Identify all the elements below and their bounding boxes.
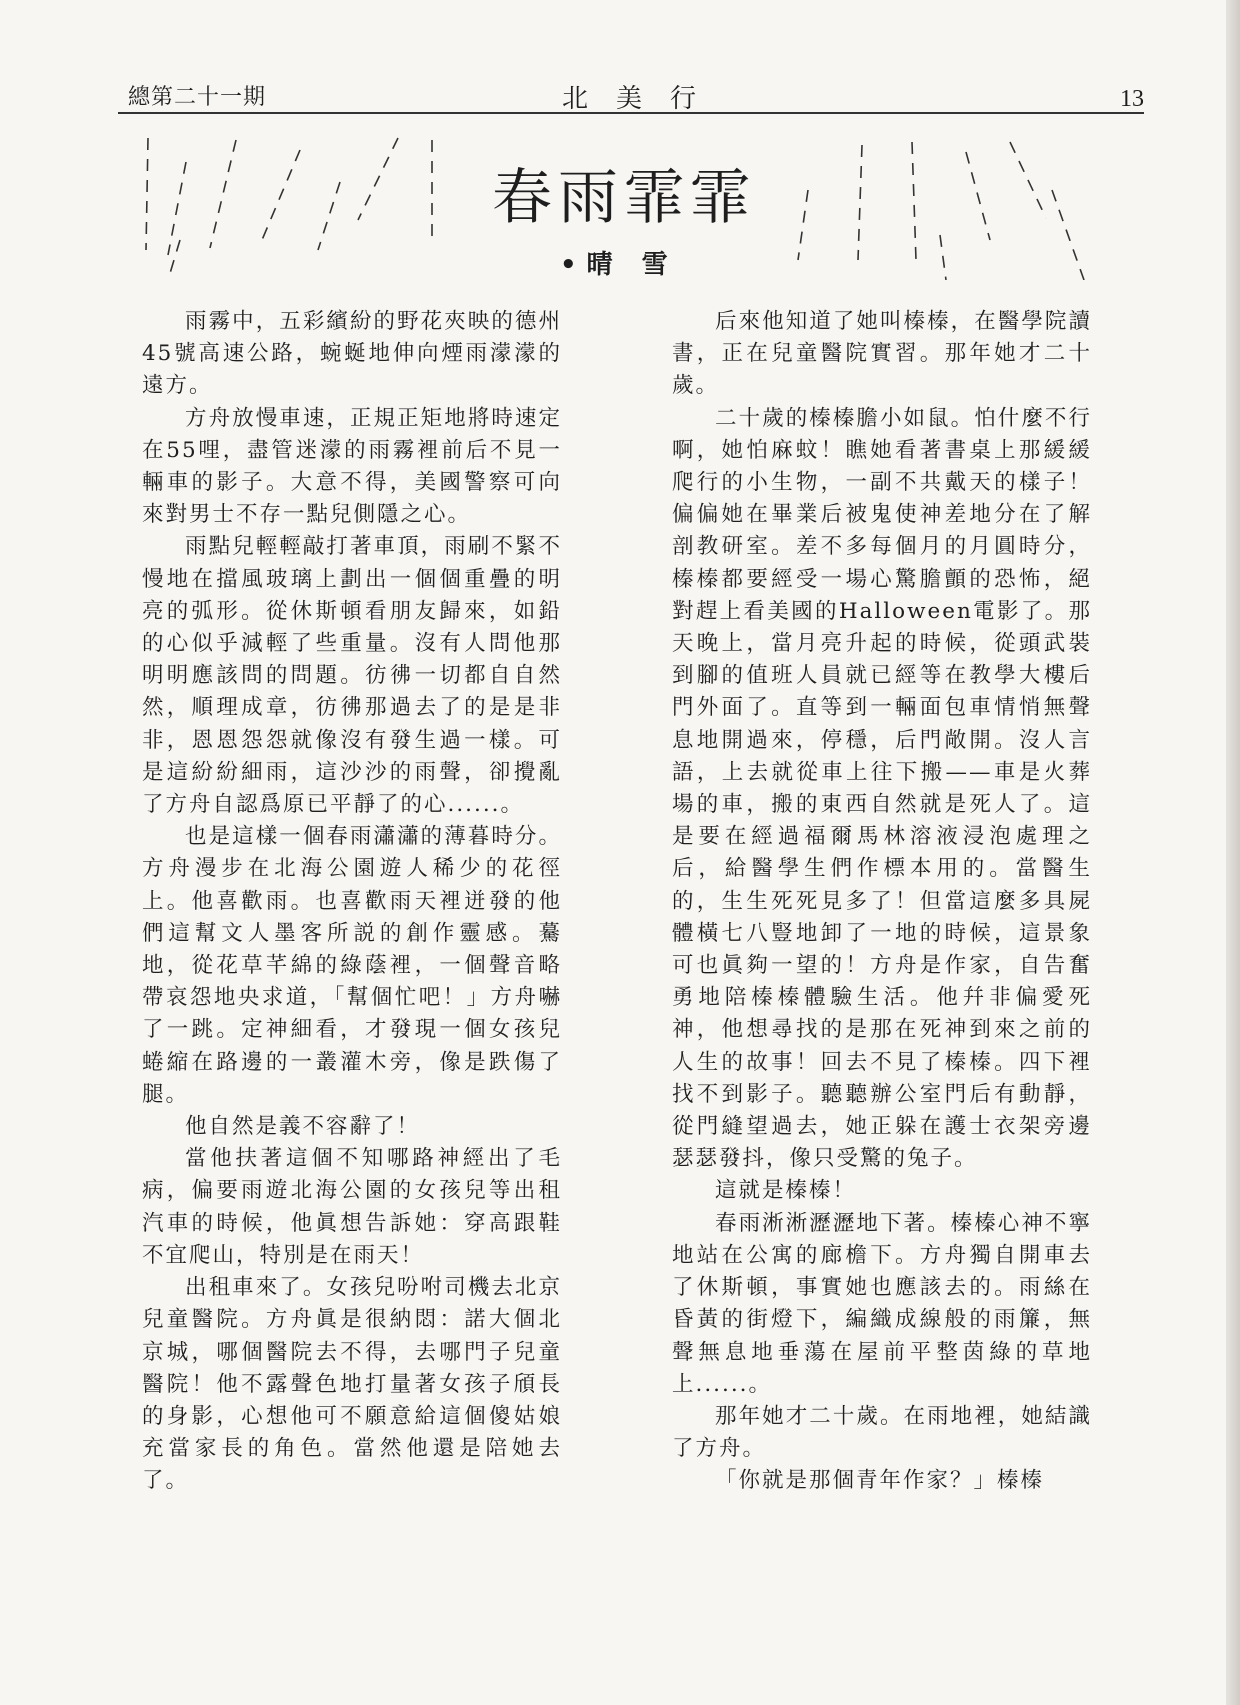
paragraph: 出租車來了。女孩兒吩咐司機去北京兒童醫院。方舟眞是很納悶：諾大個北京城，哪個醫院去不得，去哪門子兒童醫院！他不露聲色地打量著女孩子頎長的身影，心想他可不願意給這個傻姑娘充當家長的角色。當然他還是陪她去了。 xyxy=(142,1275,562,1494)
paragraph: 當他扶著這個不知哪路神經出了毛病，偏要雨遊北海公園的女孩兒等出租汽車的時候，他眞想告訴她：穿高跟鞋不宜爬山，特別是在雨天！ xyxy=(142,1146,562,1268)
paragraph: 這就是榛榛！ xyxy=(715,1178,857,1204)
paragraph: 雨霧中，五彩繽紛的野花夾映的德州45號高速公路，蜿蜒地伸向煙雨濛濛的遠方。 xyxy=(142,309,562,399)
page-number: 13 xyxy=(1120,86,1144,112)
paragraph: 那年她才二十歲。在雨地裡，她結識了方舟。 xyxy=(672,1403,1092,1462)
magazine-title: 北美行 xyxy=(562,84,725,114)
paragraph: 他自然是義不容辭了！ xyxy=(185,1114,421,1140)
paragraph: 春雨淅淅瀝瀝地下著。榛榛心神不寧地站在公寓的廊檐下。方舟獨自開車去了休斯頓，事實她也應該去的。雨絲在昏黃的街燈下，編織成線般的雨簾，無聲無息地垂蕩在屋前平整茵綠的草地上......。 xyxy=(672,1210,1092,1397)
paragraph: 后來他知道了她叫榛榛，在醫學院讀書，正在兒童醫院實習。那年她才二十歲。 xyxy=(672,309,1092,399)
issue-number: 總第二十一期 xyxy=(128,85,267,110)
paragraph: 「你就是那個青年作家？」榛榛 xyxy=(715,1468,1045,1494)
paragraph: 方舟放慢車速，正規正矩地將時速定在55哩，盡管迷濛的雨霧裡前后不見一輛車的影子。大意不得，美國警察可向來對男士不存一點兒側隱之心。 xyxy=(142,405,562,528)
page-header xyxy=(0,0,1240,125)
header-rule xyxy=(118,112,1144,114)
paragraph: 也是這樣一個春雨瀟瀟的薄暮時分。方舟漫步在北海公園遊人稀少的花徑上。他喜歡雨。也喜歡雨天裡迸發的他們這幫文人墨客所説的創作靈感。驀地，從花草芊綿的綠蔭裡，一個聲音略帶哀怨地央求道，「幫個忙吧！」方舟嚇了一跳。定神細看，才發現一個女孩兒蜷縮在路邊的一叢灌木旁，像是跌傷了腿。 xyxy=(142,824,562,1107)
paragraph: 雨點兒輕輕敲打著車頂，雨刷不緊不慢地在擋風玻璃上劃出一個個重疊的明亮的弧形。從休斯頓看朋友歸來，如鉛的心似乎減輕了些重量。沒有人問他那明明應該問的問題。彷彿一切都自自然然，順理成章，彷彿那過去了的是是非非，恩恩怨怨就像沒有發生過一樣。可是這紛紛細雨，這沙沙的雨聲，卻攪亂了方舟自認爲原已平靜了的心......。 xyxy=(142,534,562,818)
right-column xyxy=(672,306,1092,1498)
article-author: •晴 雪 xyxy=(560,250,678,280)
article-title: 春雨霏霏 xyxy=(492,163,756,233)
paragraph: 二十歲的榛榛膽小如鼠。怕什麼不行啊，她怕麻蚊！瞧她看著書桌上那緩緩爬行的小生物，一副不共戴天的樣子！偏偏她在畢業后被鬼使神差地分在了解剖教研室。差不多每個月的月圓時分，榛榛都要經受一場心驚膽顫的恐怖，絕對趕上看美國的Halloween電影了。那天晚上，當月亮升起的時候，從頭武裝到腳的值班人員就已經等在教學大樓后門外面了。直等到一輛面包車情悄無聲息地開過來，停穩，后門敞開。沒人言語，上去就從車上往下搬——車是火葬場的車，搬的東西自然就是死人了。這是要在經過福爾馬林溶液浸泡處理之后，給醫學生們作標本用的。當醫生的，生生死死見多了！但當這麼多具屍體橫七八豎地卸了一地的時候，這景象可也眞夠一望的！方舟是作家，自告奮勇地陪榛榛體驗生活。他幷非偏愛死神，他想尋找的是那在死神到來之前的人生的故事！回去不見了榛榛。四下裡找不到影子。聽聽辦公室門后有動靜，從門縫望過去，她正躲在護士衣架旁邊瑟瑟發抖，像只受驚的兔子。 xyxy=(672,405,1092,1172)
left-column xyxy=(142,306,562,1498)
